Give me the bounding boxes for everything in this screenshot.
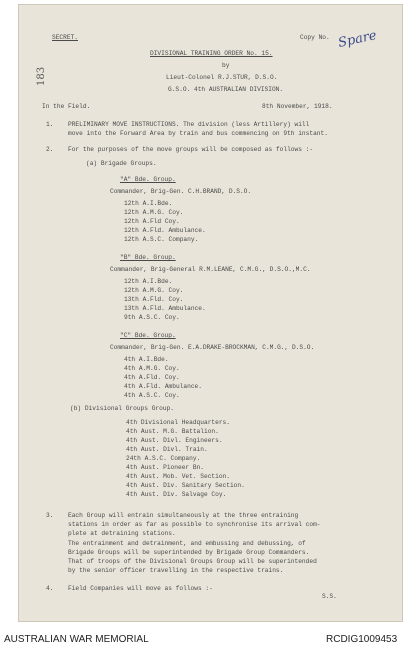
para-3-line: stations in order as far as possible to synchronise its arrival com- [68,521,321,528]
para-4-text: Field Companies will move as follows :- [68,585,213,592]
div-unit: 4th Aust. Mob. Vet. Section. [126,473,230,480]
footer-archive-name: AUSTRALIAN WAR MEMORIAL [4,634,149,645]
group-c-unit: 4th A.I.Bde. [124,356,169,363]
copy-number-label: Copy No. [300,34,330,41]
group-c-unit: 4th A.Fld. Ambulance. [124,383,202,390]
group-b-commander: Commander, Brig-General R.M.LEANE, C.M.G., D.S.O.,M.C. [110,266,311,273]
document-date: 8th November, 1918. [262,103,333,110]
para-1-text: PRELIMINARY MOVE INSTRUCTIONS. The division (less Artillery) will [68,121,310,128]
div-unit: 4th Divisional Headquarters. [126,419,230,426]
para-1-number: 1. [46,121,54,128]
para-3-line: The entrainment and detrainment, and embussing and debussing, of [68,540,306,547]
document-title: DIVISIONAL TRAINING ORDER No. 15. [150,50,273,57]
section-b-heading: (b) Divisional Groups Group. [70,405,174,412]
div-unit: 4th Aust. Divl. Engineers. [126,437,223,444]
para-3-line: That of troops of the Divisional Groups Group will be superintended [68,558,317,565]
stamp-number: 183 [36,66,47,86]
group-a-unit: 12th A.M.G. Coy. [124,209,184,216]
group-b-unit: 12th A.I.Bde. [124,278,173,285]
group-b-unit: 13th A.Fld. Coy. [124,296,184,303]
para-4-number: 4. [46,585,54,592]
group-c-unit: 4th A.Fld. Coy. [124,374,180,381]
security-label: SECRET. [52,34,78,41]
group-b-unit: 12th A.M.G. Coy. [124,287,184,294]
group-c-unit: 4th A.M.G. Coy. [124,365,180,372]
div-unit: 4th Aust. Divl. Train. [126,446,208,453]
para-3-number: 3. [46,512,54,519]
group-a-unit: 12th A.S.C. Company. [124,236,199,243]
group-b-unit: 9th A.S.C. Coy. [124,314,180,321]
group-a-title: "A" Bde. Group. [120,176,176,183]
div-unit: 4th Aust. Pioneer Bn. [126,464,204,471]
div-unit: 4th Aust. Div. Sanitary Section. [126,482,245,489]
div-unit: 24th A.S.C. Company. [126,455,201,462]
para-3-line: Each Group will entrain simultaneously at the three entraining [68,512,299,519]
page-mark: S.S. [322,593,337,600]
author-role: G.S.O. 4th AUSTRALIAN DIVISION. [168,86,284,93]
group-a-unit: 12th A.I.Bde. [124,200,173,207]
location-label: In the Field. [42,103,91,110]
para-3-line: Brigade Groups will be superintended by Brigade Group Commanders. [68,549,310,556]
div-unit: 4th Aust. M.G. Battalion. [126,428,219,435]
by-label: by [222,62,230,69]
group-b-unit: 13th A.Fld. Ambulance. [124,305,206,312]
group-c-title: "C" Bde. Group. [120,332,176,339]
group-a-unit: 12th A.Fld. Ambulance. [124,227,206,234]
para-3-line: by the senior officer travelling in the respective trains. [68,567,284,574]
group-a-commander: Commander, Brig-Gen. C.H.BRAND, D.S.O. [110,188,252,195]
group-c-unit: 4th A.S.C. Coy. [124,392,180,399]
div-unit: 4th Aust. Div. Salvage Coy. [126,491,227,498]
para-1-continuation: move into the Forward Area by train and bus commencing on 9th instant. [68,130,328,137]
para-2-number: 2. [46,146,54,153]
section-a-heading: (a) Brigade Groups. [86,160,157,167]
group-a-unit: 12th A.Fld Coy. [124,218,180,225]
group-b-title: "B" Bde. Group. [120,254,176,261]
footer-record-id: RCDIG1009453 [326,634,398,645]
para-2-text: For the purposes of the move groups will be composed as follows :- [68,146,314,153]
handwritten-note: Spare [336,28,379,51]
author-name: Lieut-Colonel R.J.STUR, D.S.O. [166,74,278,81]
para-3-line: plete at detraining stations. [68,530,176,537]
group-c-commander: Commander, Brig-Gen. E.A.DRAKE-BROCKMAN, C.M.G., D.S.O. [110,344,315,351]
